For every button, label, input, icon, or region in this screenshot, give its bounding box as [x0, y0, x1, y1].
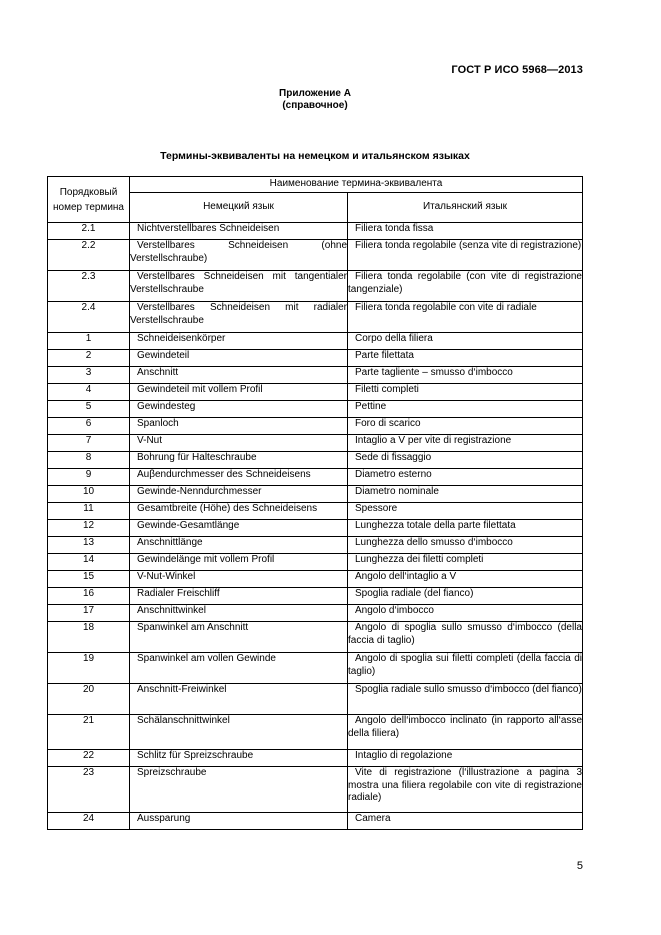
- german-term: Gewindeteil: [130, 350, 348, 367]
- table-row: [48, 622, 583, 653]
- table-row: [48, 367, 583, 384]
- italian-term: Diametro esterno: [348, 469, 583, 486]
- german-term: Nichtverstellbares Schneideisen: [130, 223, 348, 240]
- row-number: 12: [48, 520, 130, 537]
- italian-term: Intaglio a V per vite di registrazione: [348, 435, 583, 452]
- german-term: Spreizschraube: [130, 767, 348, 813]
- terms-table: [47, 176, 583, 830]
- table-row: [48, 302, 583, 333]
- table-row: [48, 469, 583, 486]
- table-row: [48, 503, 583, 520]
- italian-term: Filiera tonda regolabile (senza vite di registrazione): [348, 240, 583, 271]
- italian-term: Pettine: [348, 401, 583, 418]
- table-title: Термины-эквиваленты на немецком и итальянском языках: [160, 150, 470, 162]
- table-row: [48, 486, 583, 503]
- row-number: 16: [48, 588, 130, 605]
- german-term: V-Nut: [130, 435, 348, 452]
- italian-term: Spessore: [348, 503, 583, 520]
- italian-term: Foro di scarico: [348, 418, 583, 435]
- table-row: [48, 813, 583, 830]
- table-row: [48, 605, 583, 622]
- italian-term: Diametro nominale: [348, 486, 583, 503]
- table-row: [48, 520, 583, 537]
- annex-title: Приложение А: [279, 88, 351, 99]
- table-row: [48, 401, 583, 418]
- row-number: 19: [48, 653, 130, 684]
- german-term: Bohrung für Halteschraube: [130, 452, 348, 469]
- italian-term: Angolo di spoglia sui filetti completi (della faccia di taglio): [348, 653, 583, 684]
- german-term: Radialer Freischliff: [130, 588, 348, 605]
- german-term: Anschnitt: [130, 367, 348, 384]
- table-row: [48, 384, 583, 401]
- italian-term: Lunghezza totale della parte filettata: [348, 520, 583, 537]
- german-term: Anschnittwinkel: [130, 605, 348, 622]
- table-row: [48, 333, 583, 350]
- table-row: [48, 750, 583, 767]
- german-term: Verstellbares Schneideisen mit tangentialer Verstellschraube: [130, 271, 348, 302]
- german-term: Spanloch: [130, 418, 348, 435]
- annex-heading: [0, 88, 630, 112]
- german-term: Spanwinkel am vollen Gewinde: [130, 653, 348, 684]
- italian-term: Sede di fissaggio: [348, 452, 583, 469]
- german-term: Anschnitt-Freiwinkel: [130, 684, 348, 715]
- table-row: [48, 271, 583, 302]
- german-term: Gewindelänge mit vollem Profil: [130, 554, 348, 571]
- row-number: 11: [48, 503, 130, 520]
- table-row: [48, 715, 583, 750]
- german-term: Gewinde-Gesamtlänge: [130, 520, 348, 537]
- row-number: 5: [48, 401, 130, 418]
- row-number: 2.3: [48, 271, 130, 302]
- table-row: [48, 350, 583, 367]
- page-number: 5: [576, 860, 583, 872]
- row-number: 7: [48, 435, 130, 452]
- italian-term: Angolo di spoglia sullo smusso d‘imbocco (della faccia di taglio): [348, 622, 583, 653]
- row-number: 9: [48, 469, 130, 486]
- german-term: Gewindesteg: [130, 401, 348, 418]
- italian-term: Parte tagliente – smusso d‘imbocco: [348, 367, 583, 384]
- german-term: Verstellbares Schneideisen (ohne Verstellschraube): [130, 240, 348, 271]
- table-row: [48, 767, 583, 813]
- row-number: 3: [48, 367, 130, 384]
- italian-term: Filiera tonda fissa: [348, 223, 583, 240]
- row-number: 23: [48, 767, 130, 813]
- table-row: [48, 653, 583, 684]
- german-term: V-Nut-Winkel: [130, 571, 348, 588]
- row-number: 4: [48, 384, 130, 401]
- german-term: Verstellbares Schneideisen mit radialer Verstellschraube: [130, 302, 348, 333]
- italian-term: Angolo dell‘imbocco inclinato (in rapporto all‘asse della filiera): [348, 715, 583, 750]
- italian-term: Spoglia radiale (del fianco): [348, 588, 583, 605]
- row-number: 2: [48, 350, 130, 367]
- row-number: 1: [48, 333, 130, 350]
- row-number: 17: [48, 605, 130, 622]
- italian-term: Filetti completi: [348, 384, 583, 401]
- german-term: Gewindeteil mit vollem Profil: [130, 384, 348, 401]
- italian-term: Lunghezza dei filetti completi: [348, 554, 583, 571]
- german-term: Schneideisenkörper: [130, 333, 348, 350]
- table-row: [48, 223, 583, 240]
- row-number: 18: [48, 622, 130, 653]
- german-term: Schälanschnittwinkel: [130, 715, 348, 750]
- german-term: Schlitz für Spreizschraube: [130, 750, 348, 767]
- german-term: Aussparung: [130, 813, 348, 830]
- table-row: [48, 571, 583, 588]
- row-number: 20: [48, 684, 130, 715]
- german-term: Auβendurchmesser des Schneideisens: [130, 469, 348, 486]
- table-row: [48, 684, 583, 715]
- row-number: 10: [48, 486, 130, 503]
- german-term: Gewinde-Nenndurchmesser: [130, 486, 348, 503]
- header-number: Порядковый номер термина: [48, 177, 130, 223]
- italian-term: Angolo dell‘intaglio a V: [348, 571, 583, 588]
- row-number: 2.4: [48, 302, 130, 333]
- standard-designation: ГОСТ Р ИСО 5968—2013: [451, 64, 583, 76]
- table-row: [48, 418, 583, 435]
- table-row: [48, 452, 583, 469]
- annex-subtitle: (справочное): [282, 100, 348, 111]
- italian-term: Intaglio di regolazione: [348, 750, 583, 767]
- table-row: [48, 240, 583, 271]
- row-number: 15: [48, 571, 130, 588]
- italian-term: Parte filettata: [348, 350, 583, 367]
- italian-term: Angolo d‘imbocco: [348, 605, 583, 622]
- italian-term: Filiera tonda regolabile con vite di radiale: [348, 302, 583, 333]
- header-italian: Итальянский язык: [348, 193, 583, 223]
- row-number: 8: [48, 452, 130, 469]
- table-row: [48, 537, 583, 554]
- row-number: 14: [48, 554, 130, 571]
- italian-term: Corpo della filiera: [348, 333, 583, 350]
- table-row: [48, 554, 583, 571]
- german-term: Gesamtbreite (Höhe) des Schneideisens: [130, 503, 348, 520]
- italian-term: Vite di registrazione (l‘illustrazione a pagina 3 mostra una filiera regolabile con vite di registrazione radiale): [348, 767, 583, 813]
- italian-term: Filiera tonda regolabile (con vite di registrazione tangenziale): [348, 271, 583, 302]
- row-number: 2.1: [48, 223, 130, 240]
- german-term: Spanwinkel am Anschnitt: [130, 622, 348, 653]
- row-number: 13: [48, 537, 130, 554]
- table-row: [48, 435, 583, 452]
- row-number: 6: [48, 418, 130, 435]
- italian-term: Spoglia radiale sullo smusso d‘imbocco (del fianco): [348, 684, 583, 715]
- table-row: [48, 588, 583, 605]
- row-number: 24: [48, 813, 130, 830]
- row-number: 2.2: [48, 240, 130, 271]
- header-name: Наименование термина-эквивалента: [130, 177, 583, 193]
- italian-term: Camera: [348, 813, 583, 830]
- italian-term: Lunghezza dello smusso d‘imbocco: [348, 537, 583, 554]
- row-number: 22: [48, 750, 130, 767]
- german-term: Anschnittlänge: [130, 537, 348, 554]
- row-number: 21: [48, 715, 130, 750]
- header-german: Немецкий язык: [130, 193, 348, 223]
